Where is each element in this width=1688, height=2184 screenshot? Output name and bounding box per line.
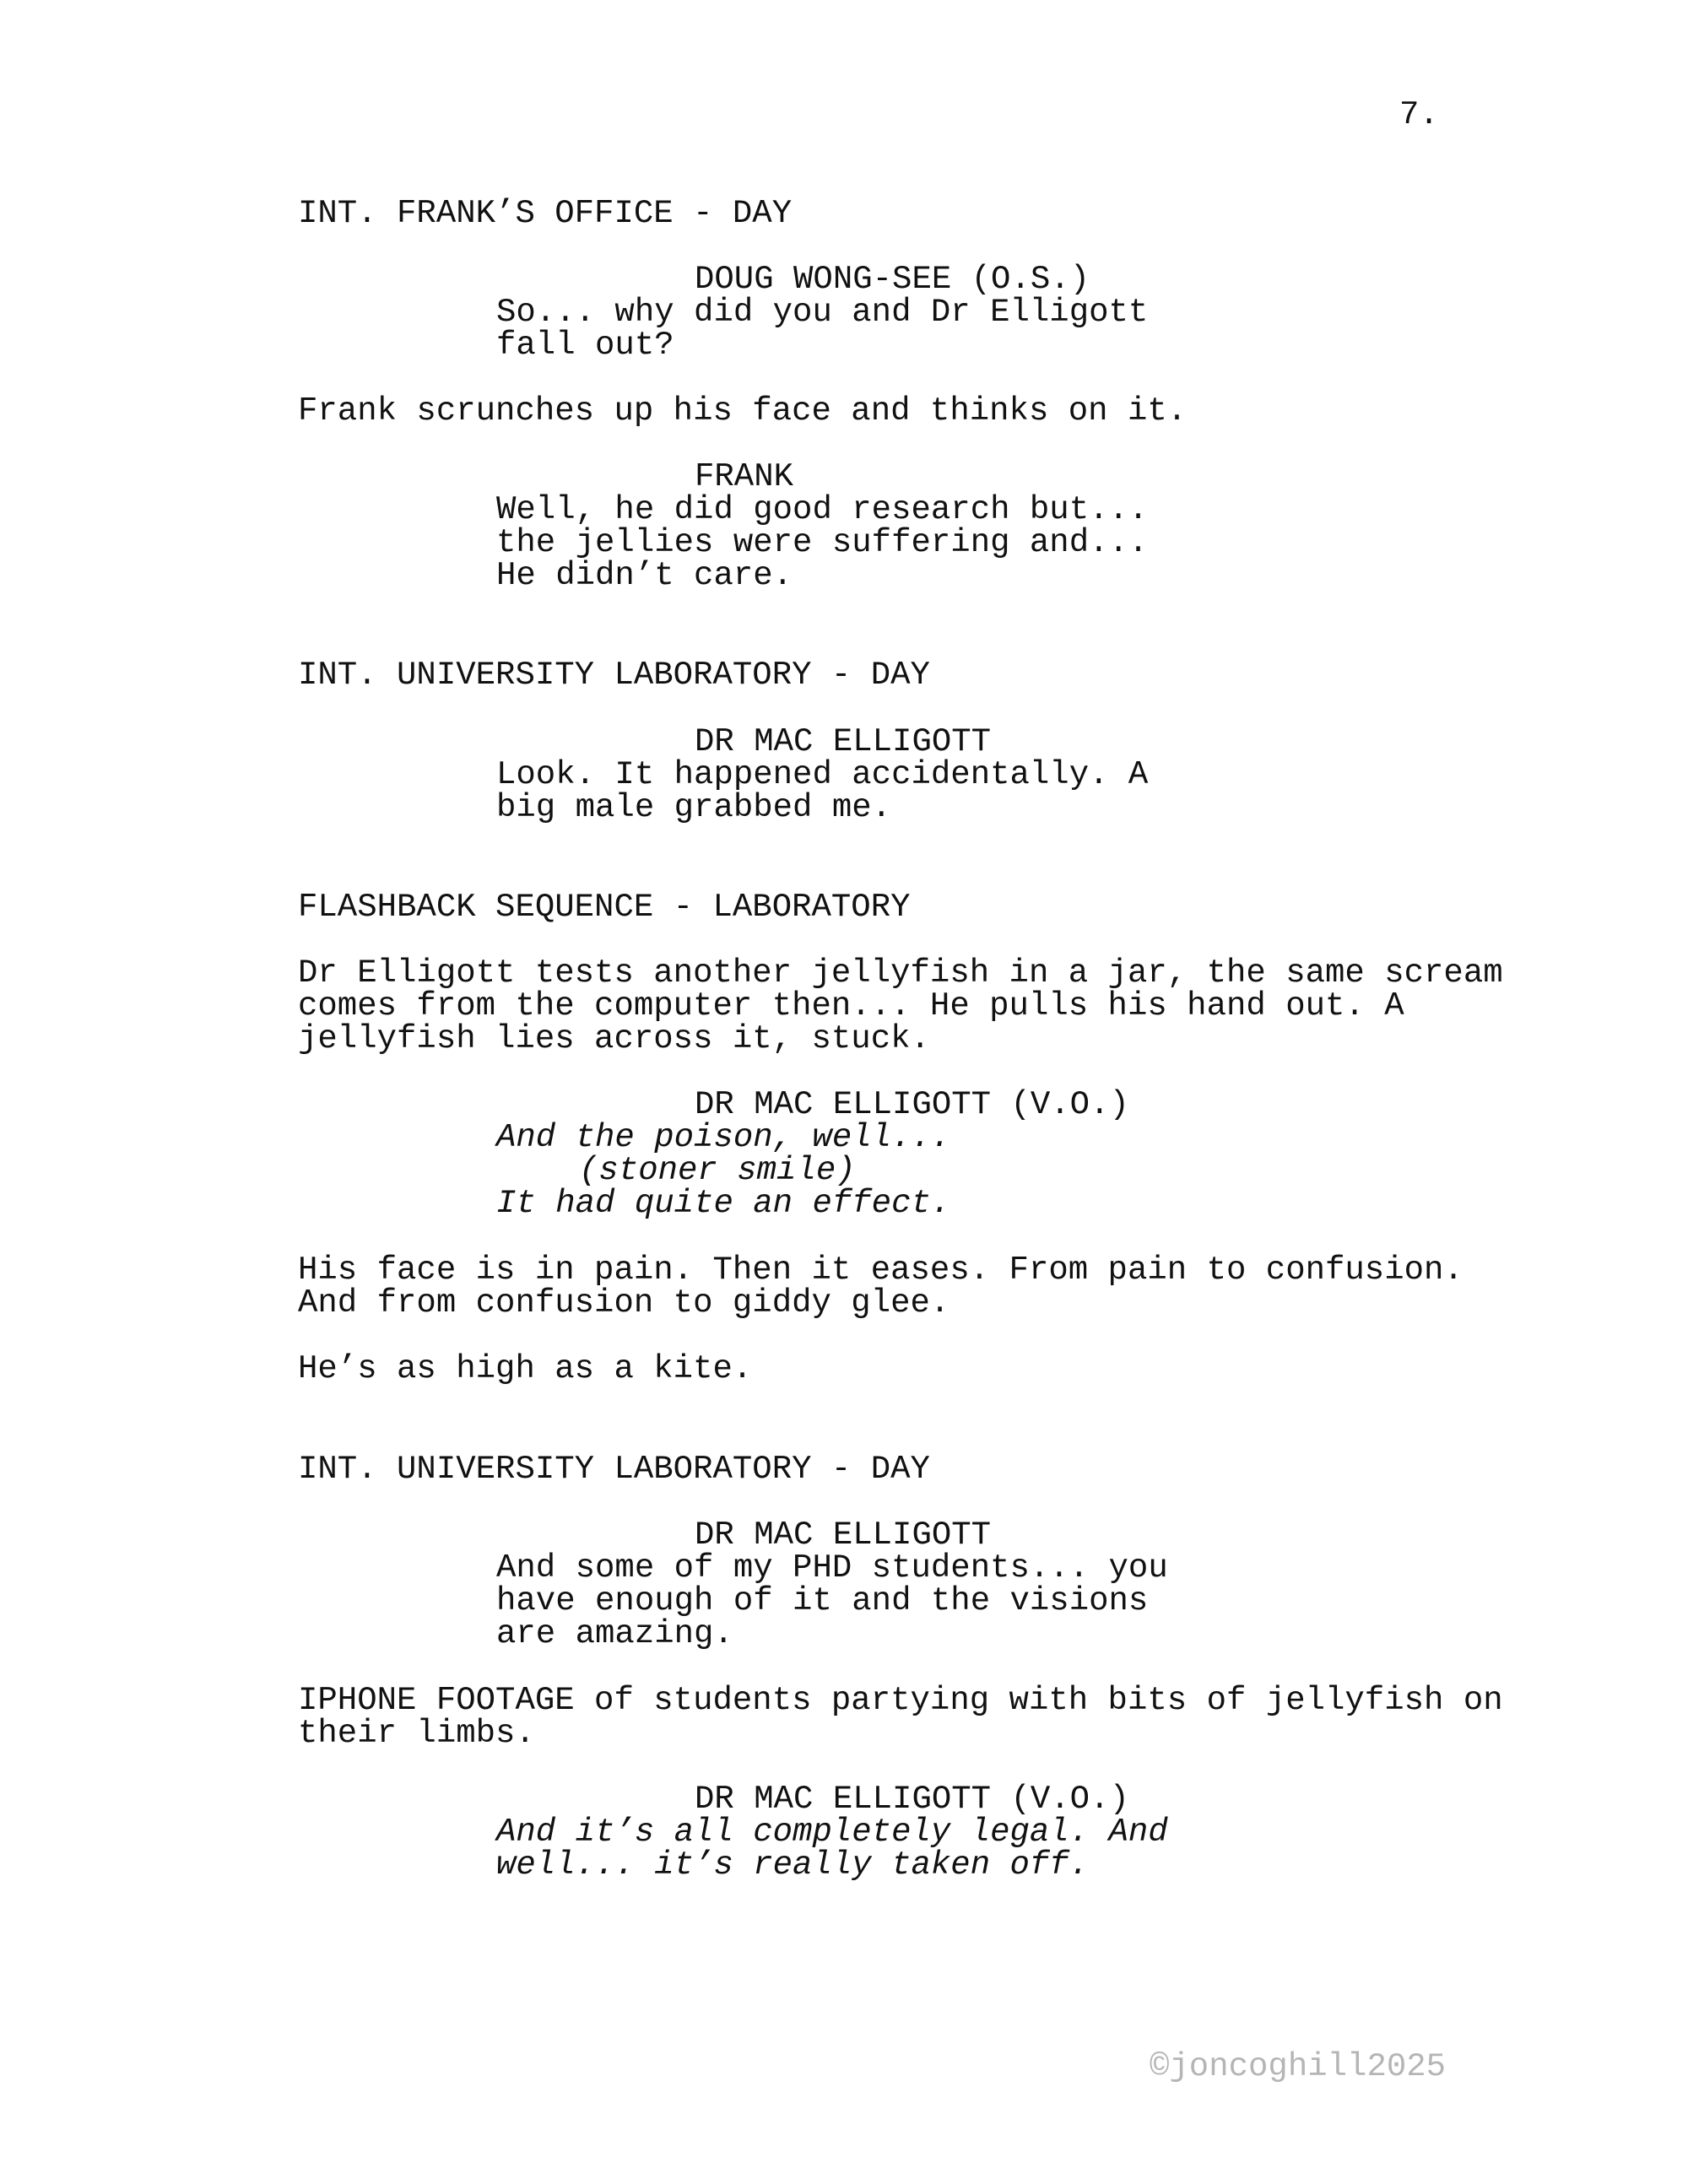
action-line: jellyfish lies across it, stuck. bbox=[298, 1020, 930, 1057]
dialogue-line: And some of my PHD students... you bbox=[496, 1549, 1168, 1587]
dialogue-line: And the poison, well... bbox=[496, 1119, 951, 1156]
scene-heading: INT. UNIVERSITY LABORATORY - DAY bbox=[298, 1451, 930, 1488]
parenthetical: (stoner smile) bbox=[579, 1152, 856, 1189]
dialogue-line: He didn’t care. bbox=[496, 557, 793, 594]
scene-heading: INT. UNIVERSITY LABORATORY - DAY bbox=[298, 657, 930, 694]
action-line: their limbs. bbox=[298, 1715, 535, 1752]
character-cue: DOUG WONG-SEE (O.S.) bbox=[695, 261, 1090, 298]
action-line: His face is in pain. Then it eases. From pain to confusion. bbox=[298, 1251, 1463, 1289]
scene-heading: FLASHBACK SEQUENCE - LABORATORY bbox=[298, 889, 911, 926]
dialogue-line: fall out? bbox=[496, 327, 674, 364]
action-line: IPHONE FOOTAGE of students partying with bits of jellyfish on bbox=[298, 1682, 1503, 1719]
character-cue: DR MAC ELLIGOTT bbox=[695, 1516, 992, 1554]
dialogue-line: well... it’s really taken off. bbox=[496, 1846, 1090, 1884]
character-cue: FRANK bbox=[695, 458, 794, 495]
character-cue: DR MAC ELLIGOTT (V.O.) bbox=[695, 1781, 1129, 1818]
action-line: comes from the computer then... He pulls his hand out. A bbox=[298, 987, 1404, 1024]
copyright-watermark: ©joncoghill2025 bbox=[1150, 2048, 1447, 2085]
dialogue-line: big male grabbed me. bbox=[496, 789, 892, 826]
character-cue: DR MAC ELLIGOTT (V.O.) bbox=[695, 1086, 1129, 1123]
dialogue-line: the jellies were suffering and... bbox=[496, 524, 1149, 561]
action-line: Frank scrunches up his face and thinks on it. bbox=[298, 392, 1188, 430]
scene-heading: INT. FRANK’S OFFICE - DAY bbox=[298, 195, 793, 232]
action-line: He’s as high as a kite. bbox=[298, 1350, 753, 1387]
dialogue-line: Look. It happened accidentally. A bbox=[496, 756, 1149, 793]
action-line: And from confusion to giddy glee. bbox=[298, 1284, 950, 1322]
dialogue-line: It had quite an effect. bbox=[496, 1185, 951, 1222]
page-number: 7. bbox=[1399, 96, 1439, 133]
dialogue-line: have enough of it and the visions bbox=[496, 1582, 1149, 1619]
action-line: Dr Elligott tests another jellyfish in a jar, the same scream bbox=[298, 954, 1503, 992]
dialogue-line: So... why did you and Dr Elligott bbox=[496, 294, 1149, 331]
dialogue-line: And it’s all completely legal. And bbox=[496, 1814, 1168, 1851]
character-cue: DR MAC ELLIGOTT bbox=[695, 723, 992, 760]
dialogue-line: Well, he did good research but... bbox=[496, 491, 1149, 528]
dialogue-line: are amazing. bbox=[496, 1615, 733, 1652]
